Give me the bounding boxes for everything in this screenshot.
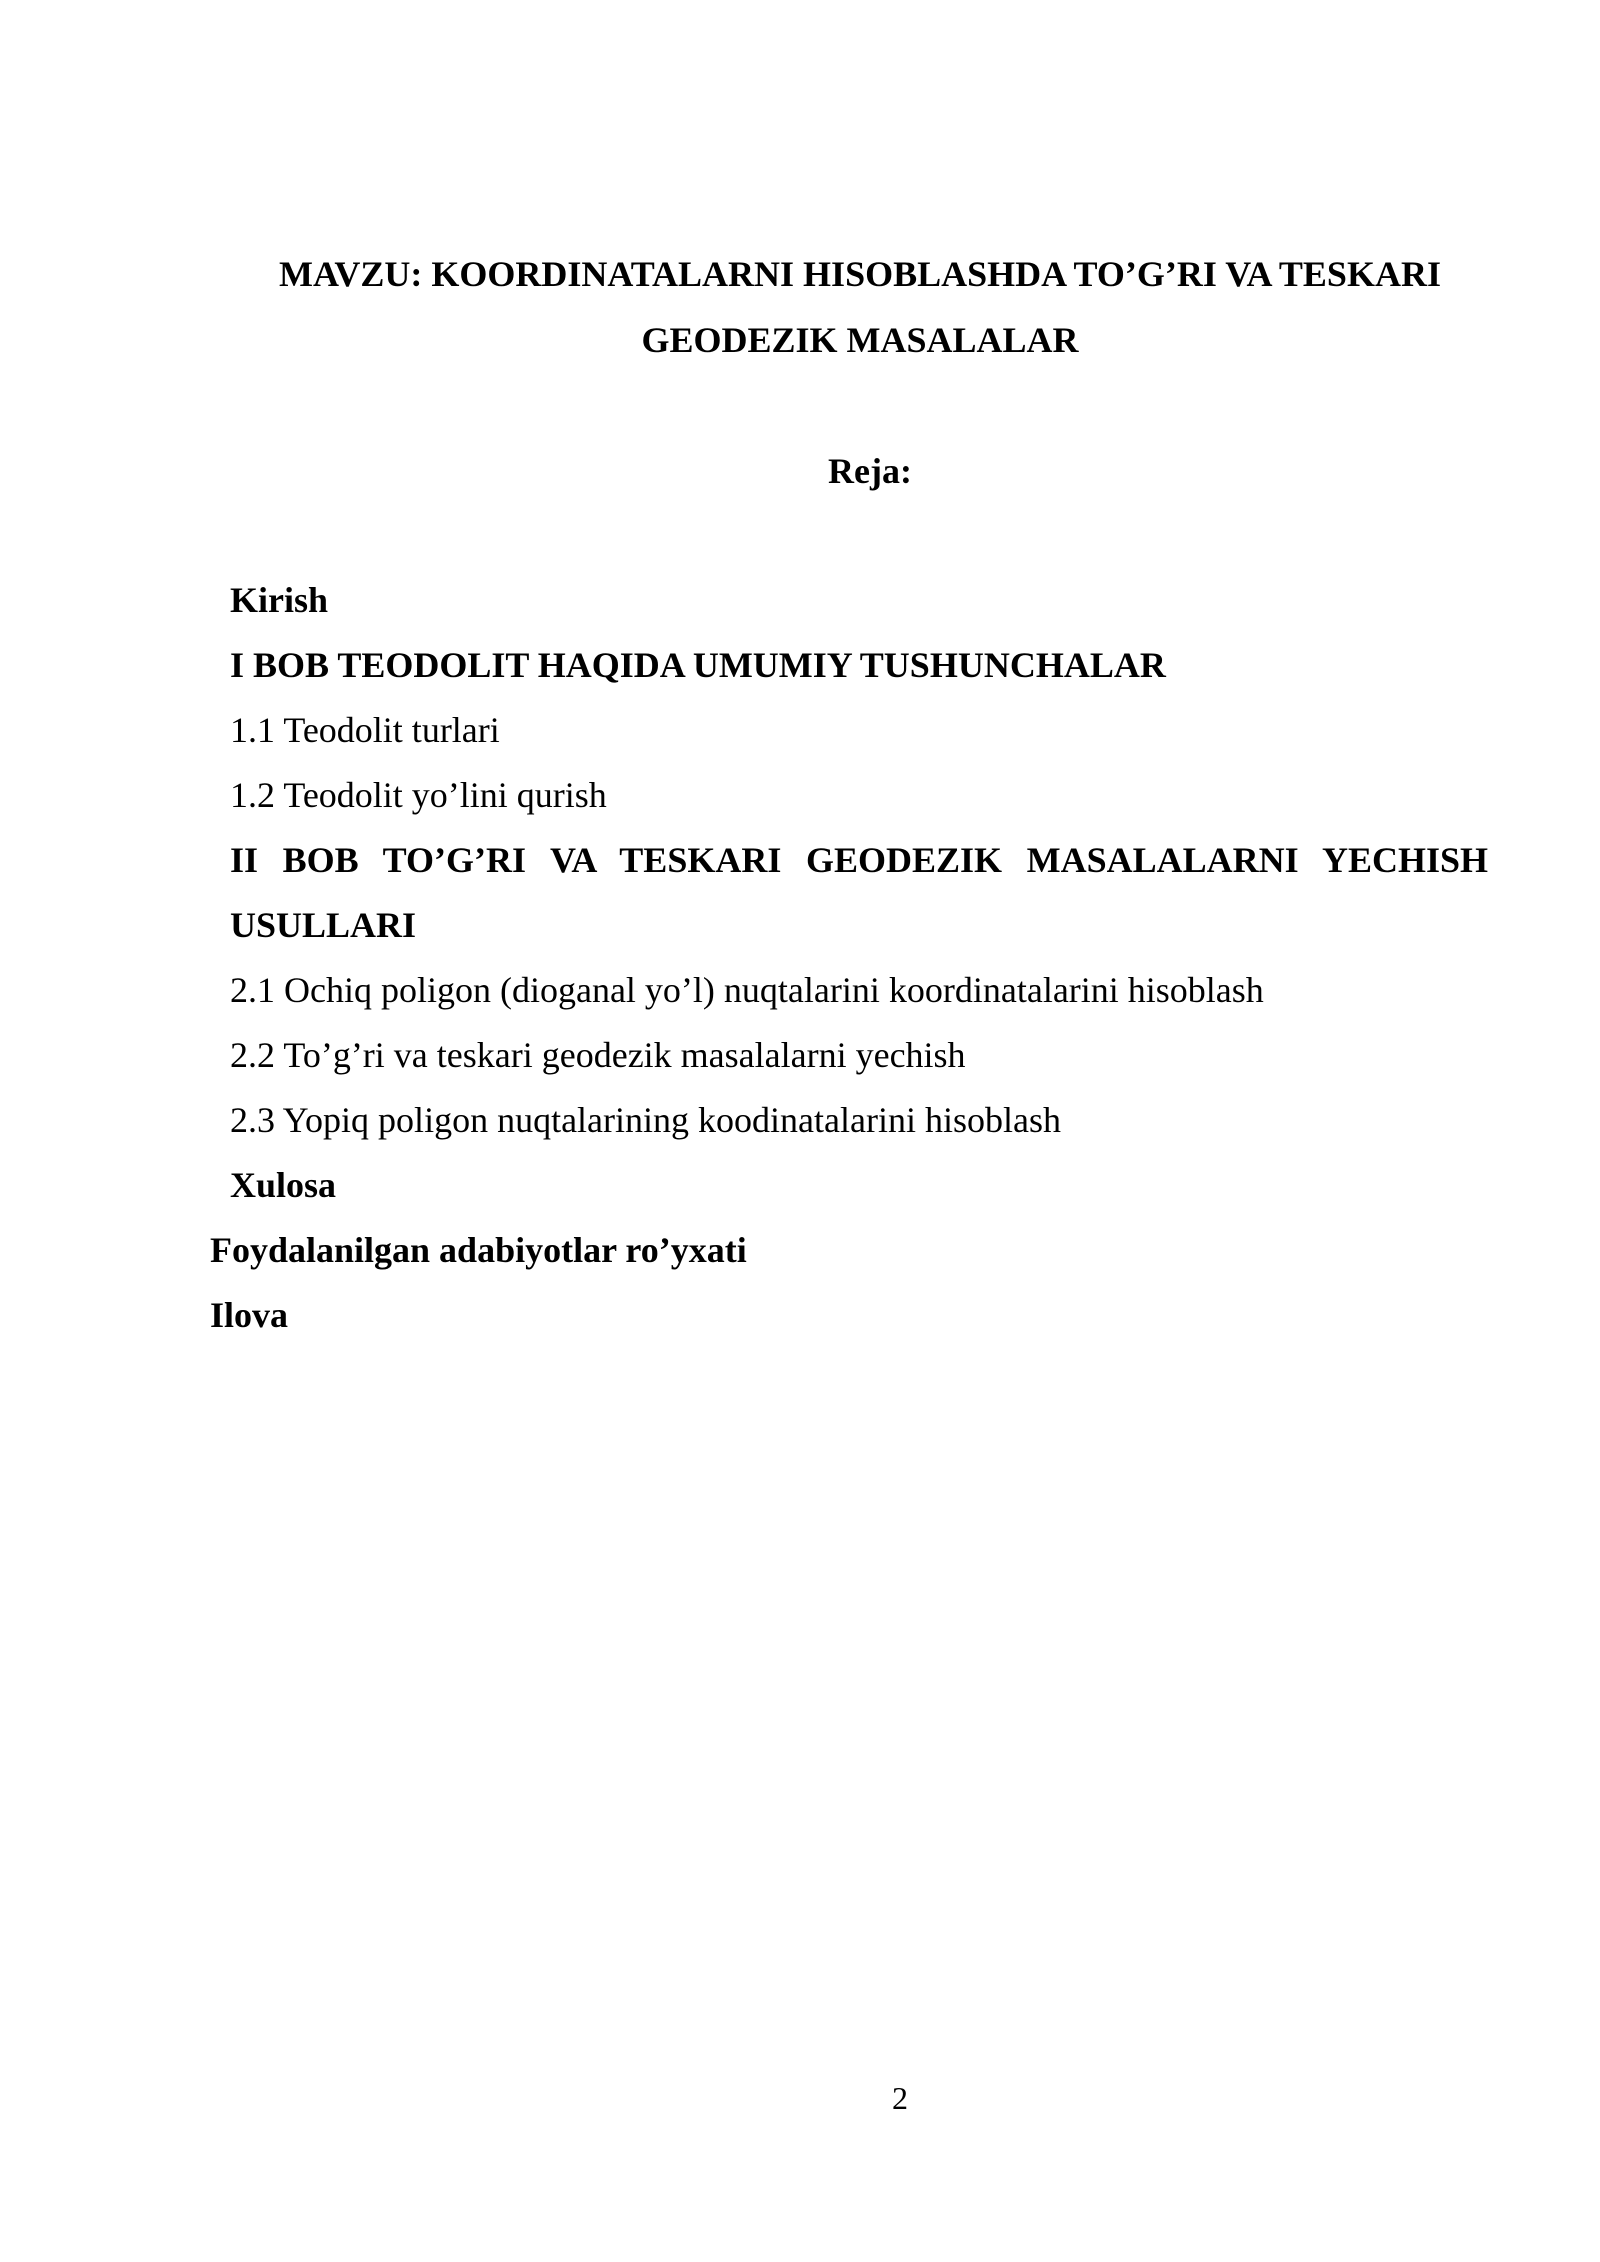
toc-item-section-2-1: 2.1 Ochiq poligon (dioganal yo’l) nuqtalarini koordinatalarini hisoblash [230, 970, 1264, 1010]
toc-item-chapter-1: I BOB TEODOLIT HAQIDA UMUMIY TUSHUNCHALAR [230, 645, 1166, 685]
page-number: 2 [892, 2080, 908, 2116]
document-title-line-2: GEODEZIK MASALALAR [641, 320, 1079, 360]
toc-item-section-1-2: 1.2 Teodolit yo’lini qurish [230, 775, 607, 815]
toc-item-appendix: Ilova [210, 1295, 289, 1335]
toc-item-section-1-1: 1.1 Teodolit turlari [230, 710, 500, 750]
toc-item-conclusion: Xulosa [230, 1165, 337, 1205]
toc-item-chapter-2-continued: USULLARI [230, 905, 417, 945]
toc-item-chapter-2: II BOB TO’G’RI VA TESKARI GEODEZIK MASALALARNI YECHISH [230, 840, 1488, 880]
toc-item-section-2-2: 2.2 To’g’ri va teskari geodezik masalalarni yechish [230, 1035, 966, 1075]
plan-heading: Reja: [828, 451, 912, 491]
document-title-line-1: MAVZU: KOORDINATALARNI HISOBLASHDA TO’G’RI VA TESKARI [279, 254, 1441, 294]
toc-item-references: Foydalanilgan adabiyotlar ro’yxati [210, 1230, 747, 1270]
toc-item-section-2-3: 2.3 Yopiq poligon nuqtalarining koodinatalarini hisoblash [230, 1100, 1061, 1140]
toc-item-introduction: Kirish [230, 580, 329, 620]
